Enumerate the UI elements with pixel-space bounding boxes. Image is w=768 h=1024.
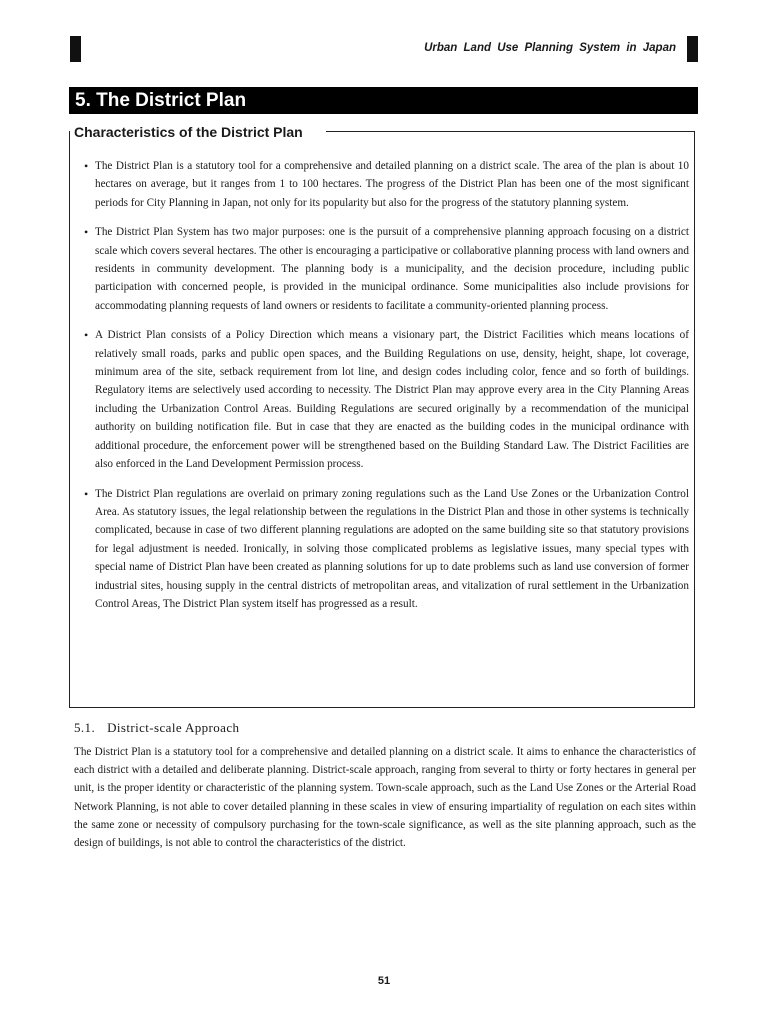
box-top-border — [326, 131, 695, 132]
chapter-title: 5. The District Plan — [75, 90, 247, 111]
list-item-text: The District Plan regulations are overlaid on primary zoning regulations such as the Land Use Zones or the Urbanization Control Area. As statutory issues, the legal relationship between the regulations in the District Plan and those in other systems is technically complicated, because in case of two different planning regulations are adopted on the same building site so that statutory provisions for legal adjustment is needed. Ironically, in solving those complicated problems as legislative issues, many special types with special name of District Plan have been created as planning solutions for up to date problems such as land use conversion of former industrial sites, housing supply in the central districts of metropolitan areas, and vitalization of rural settlement in the Urbanization Control Areas, The District Plan system itself has progressed as a result. — [95, 487, 689, 610]
list-item-text: A District Plan consists of a Policy Direction which means a visionary part, the District Facilities which means locations of relatively small roads, parks and public open spaces, and the Building Regulations on use, density, height, shape, lot coverage, minimum area of the site, setback requirement from lot line, and design codes including color, fence and so forth of buildings. Regulatory items are selectively used according to necessity. The District Plan may approve every area in the City Planning Areas including the Urbanization Control Areas. Building Regulations are secured originally by a recommendation of the municipal authority on building notification file. But in case that they are enacted as the building codes in the municipal ordinance with additional procedure, the enforcement power will be strengthened based on the Building Standard Law. The District Facilities are also enforced in the Land Development Permission process. — [95, 329, 689, 471]
list-item — [82, 157, 689, 212]
section-heading — [74, 720, 239, 736]
bullet-icon: • — [84, 159, 89, 173]
header-corner-mark-left — [70, 36, 81, 62]
characteristics-list — [82, 157, 689, 624]
list-item-text: The District Plan is a statutory tool for a comprehensive and detailed planning on a district scale. The area of the plan is about 10 hectares on average, but it ranges from 1 to 100 hectares. The progress of the District Plan has been one of the most significant periods for City Planning in Japan, not only for its popularity but also for the progress of the statutory planning system. — [95, 160, 689, 209]
list-item-text: The District Plan System has two major purposes: one is the pursuit of a comprehensive planning approach focusing on a district scale which covers several hectares. The other is encouraging a participative or collaborative planning process with land owners and residents in community development. The planning body is a municipality, and the decision procedure, including public participation with concerned people, is provided in the municipal ordinance. Some municipalities also include provisions for accommodating planning requests of land owners or residents to facilitate a community-oriented planning process. — [95, 226, 689, 312]
box-title: Characteristics of the District Plan — [74, 124, 303, 140]
bullet-icon: • — [84, 328, 89, 343]
list-item — [82, 326, 689, 473]
section-number: 5.1. — [74, 720, 96, 735]
header-corner-mark-right — [687, 36, 698, 62]
section-body-paragraph: The District Plan is a statutory tool for a comprehensive and detailed planning on a district scale. It aims to enhance the characteristics of each district with a detailed and deliberate planning. District-scale approach, ranging from several to thirty or forty hectares in general per unit, is the proper identity or characteristic of the planning system. Town-scale approach, such as the Land Use Zones or the Arterial Road Network Planning, is not able to cover detailed planning in these scales in view of ensuring impartiality of regulation on each sites within the same zone or necessity of compulsory purchasing for the town-scale significance, as well as the site planning approach, such as the design of buildings, is not able to control the characteristics of the district. — [74, 746, 696, 850]
page-number: 51 — [377, 975, 391, 987]
section-title: District-scale Approach — [107, 720, 240, 735]
list-item — [82, 485, 689, 614]
bullet-icon: • — [84, 225, 89, 240]
chapter-title-bar — [69, 87, 698, 114]
list-item — [82, 223, 689, 315]
bullet-icon: • — [84, 486, 89, 501]
running-header: Urban Land Use Planning System in Japan — [424, 42, 676, 54]
